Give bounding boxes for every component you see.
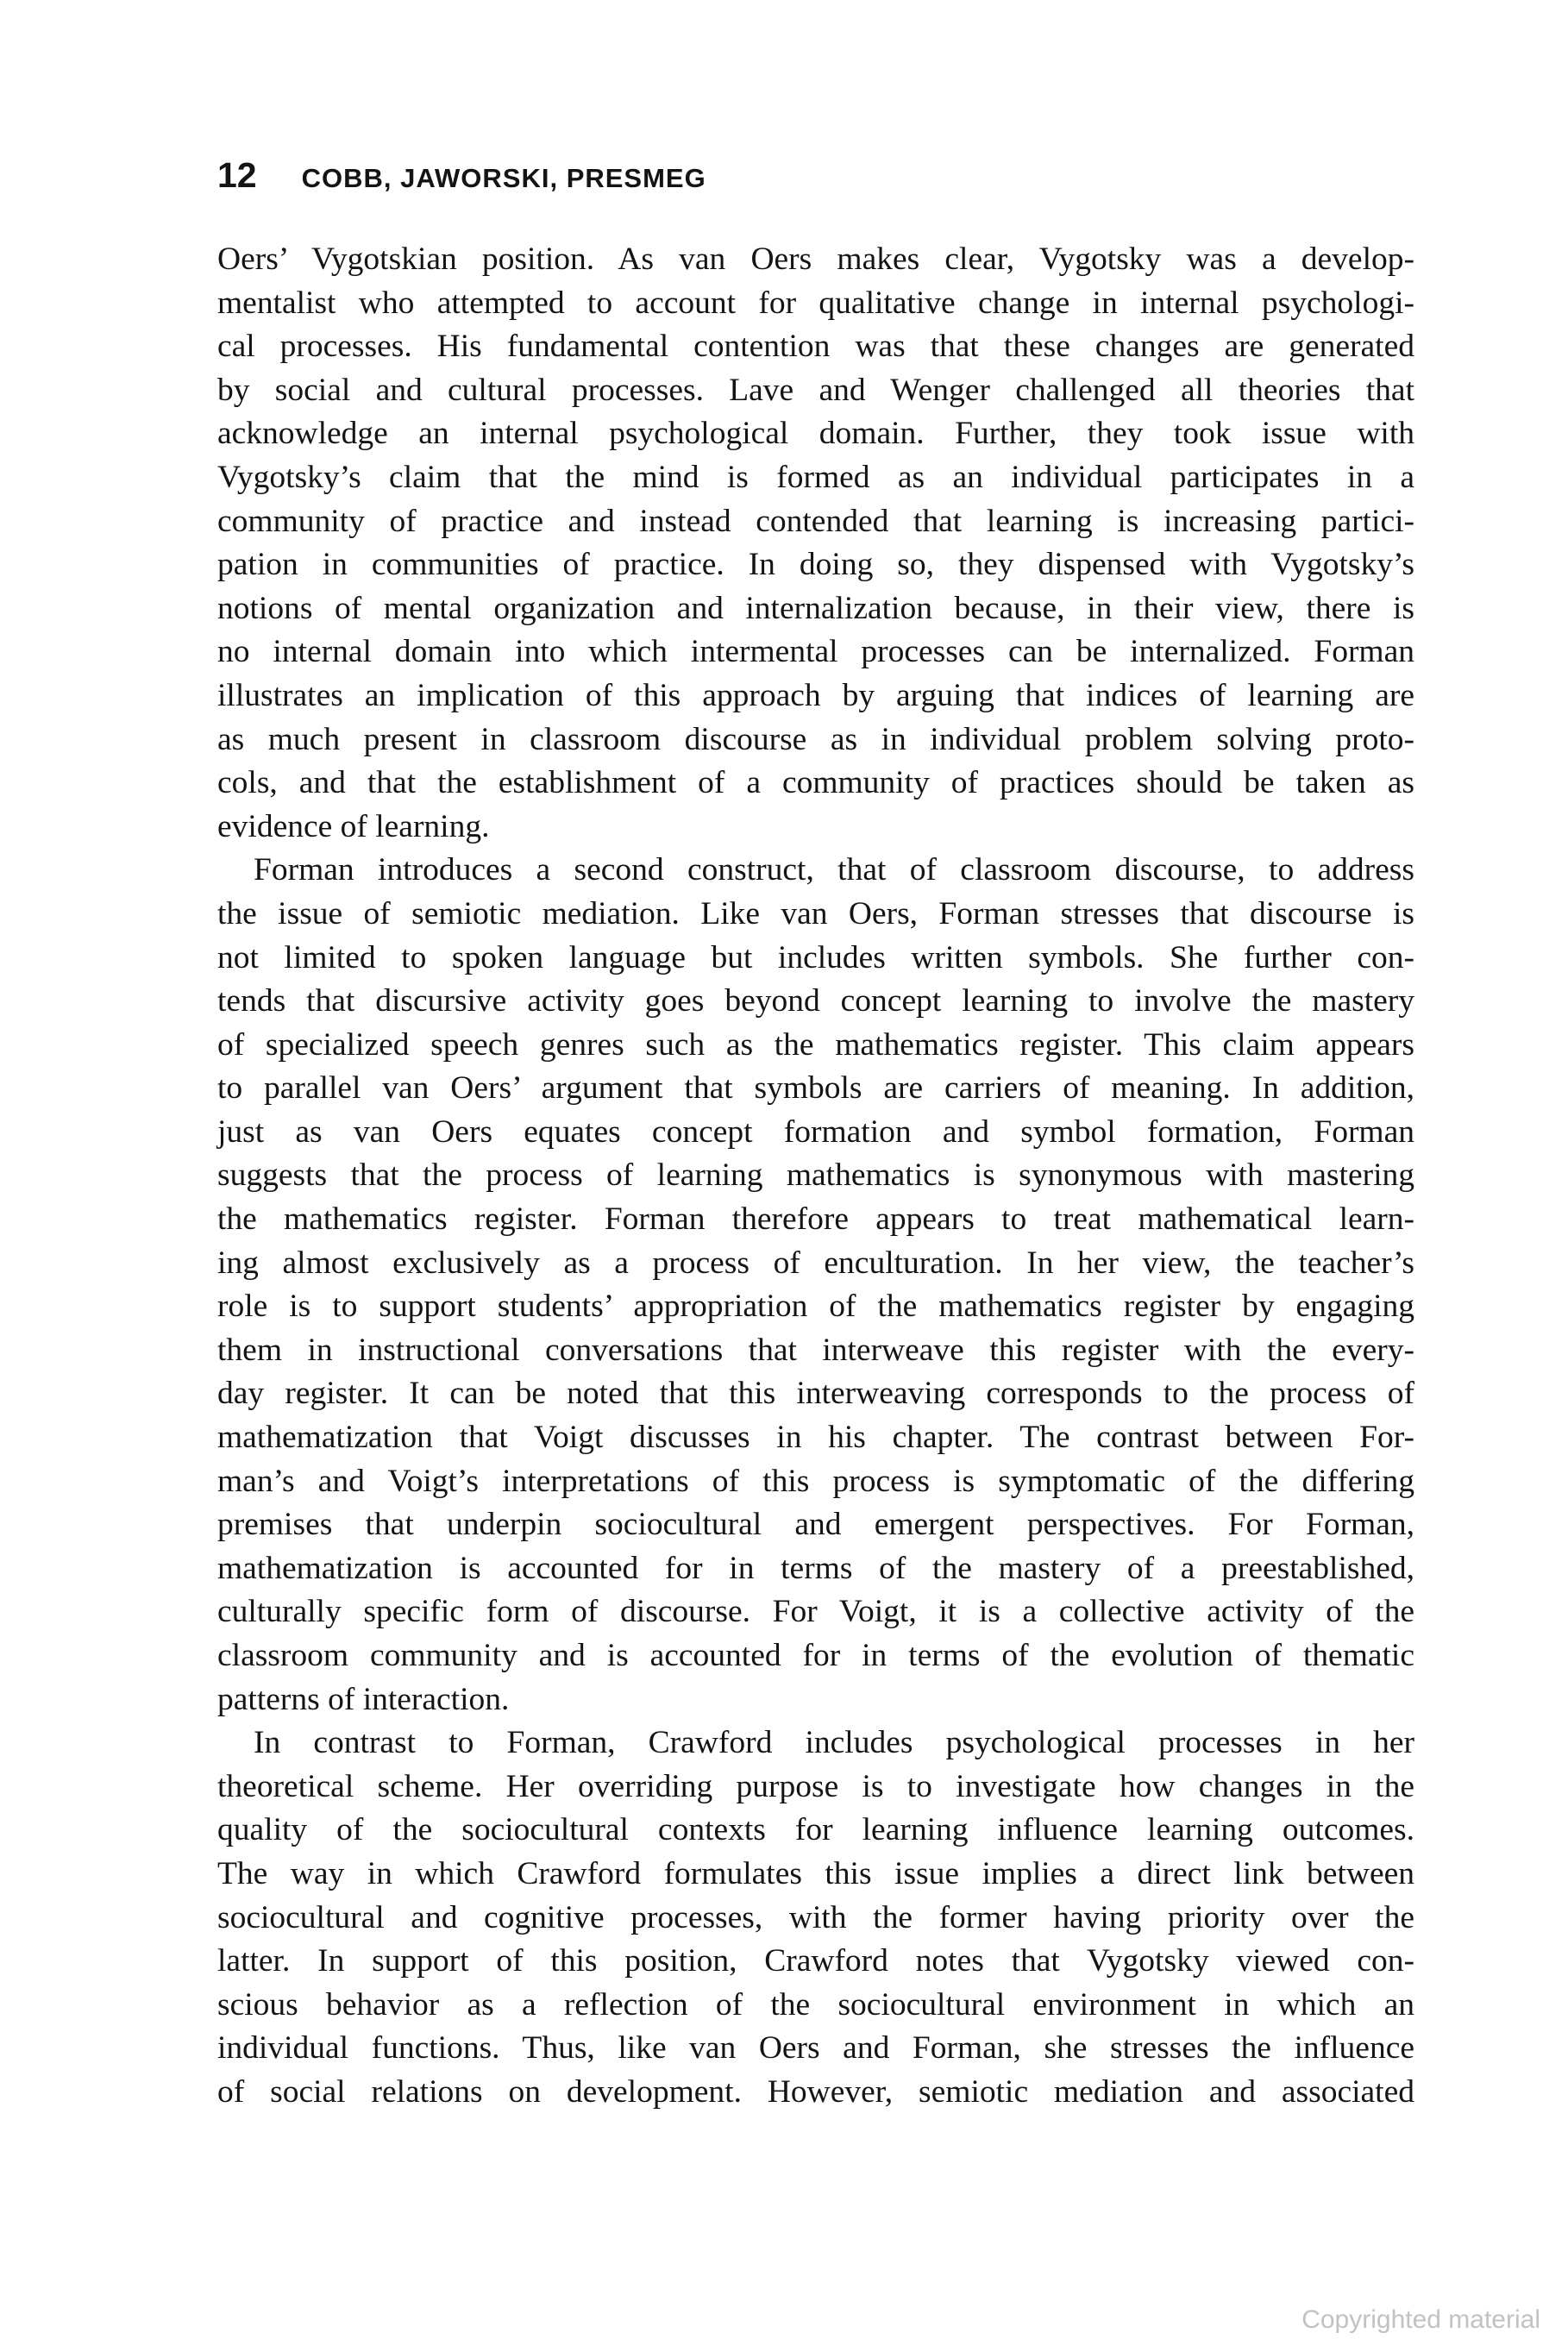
text-line: role is to support students’ appropriation of the mathematics register by engaging [217,1289,1414,1325]
text-line: by social and cultural processes. Lave and Wenger challenged all theories that [217,372,1414,408]
text-line: day register. It can be noted that this interweaving corresponds to the process of [217,1376,1414,1412]
text-line: to parallel van Oers’ argument that symbols are carriers of meaning. In addition, [217,1070,1414,1107]
text-line: mathematization that Voigt discusses in his chapter. The contrast between For- [217,1420,1414,1456]
page-number: 12 [217,155,257,195]
text-line: the issue of semiotic mediation. Like van Oers, Forman stresses that discourse is [217,895,1414,931]
text-line: cal processes. His fundamental contention was that these changes are generated [217,329,1414,365]
text-line: The way in which Crawford formulates this issue implies a direct link between [217,1855,1414,1891]
text-line: the mathematics register. Forman therefore appears to treat mathematical learn- [217,1201,1414,1238]
text-line: quality of the sociocultural contexts for learning influence learning outcomes. [217,1812,1414,1848]
copyright-watermark: Copyrighted material [1301,2305,1540,2334]
text-line: evidence of learning. [217,808,490,844]
text-line: as much present in classroom discourse as in individual problem solving proto- [217,721,1414,757]
text-line: illustrates an implication of this approach by arguing that indices of learning are [217,677,1414,713]
text-line: latter. In support of this position, Crawford notes that Vygotsky viewed con- [217,1943,1414,1979]
text-line: culturally specific form of discourse. For Voigt, it is a collective activity of the [217,1594,1414,1630]
text-line: patterns of interaction. [217,1681,510,1717]
text-line: no internal domain into which intermental processes can be internalized. Forman [217,634,1414,670]
text-line: ing almost exclusively as a process of enculturation. In her view, the teacher’s [217,1245,1414,1281]
text-line: classroom community and is accounted for in terms of the evolution of thematic [217,1638,1414,1673]
text-line: acknowledge an internal psychological domain. Further, they took issue with [217,416,1414,452]
text-line: individual functions. Thus, like van Oers and Forman, she stresses the influence [217,2030,1414,2067]
text-line: theoretical scheme. Her overriding purpose is to investigate how changes in the [217,1768,1414,1804]
paragraph-3 [217,1722,1414,2114]
text-line: suggests that the process of learning mathematics is synonymous with mastering [217,1157,1414,1194]
paragraph-2 [217,849,1414,1722]
text-line: Vygotsky’s claim that the mind is formed as an individual participates in a [217,459,1414,495]
text-line: tends that discursive activity goes beyond concept learning to involve the mastery [217,983,1414,1019]
paragraph-1 [217,238,1414,849]
text-line: not limited to spoken language but includes written symbols. She further con- [217,939,1414,975]
text-line: man’s and Voigt’s interpretations of this process is symptomatic of the differing [217,1463,1414,1499]
running-head-authors: COBB, JAWORSKI, PRESMEG [301,163,706,193]
text-line: them in instructional conversations that interweave this register with the every- [217,1332,1414,1368]
text-line: premises that underpin sociocultural and emergent perspectives. For Forman, [217,1507,1414,1543]
text-line: mentalist who attempted to account for qualitative change in internal psychologi- [217,285,1414,321]
text-line: of social relations on development. However, semiotic mediation and associated [217,2073,1414,2110]
text-line: mathematization is accounted for in terms of the mastery of a preestablished, [217,1550,1414,1586]
text-line: sociocultural and cognitive processes, with the former having priority over the [217,1899,1414,1935]
text-line: pation in communities of practice. In doing so, they dispensed with Vygotsky’s [217,547,1414,583]
body-text [217,238,1414,2115]
text-line: Oers’ Vygotskian position. As van Oers makes clear, Vygotsky was a develop- [217,241,1414,277]
text-line: In contrast to Forman, Crawford includes psychological processes in her [254,1725,1414,1761]
text-line: cols, and that the establishment of a community of practices should be taken as [217,765,1414,801]
text-line: notions of mental organization and internalization because, in their view, there is [217,590,1414,626]
text-line: Forman introduces a second construct, that of classroom discourse, to address [254,852,1414,888]
running-head [217,155,706,196]
text-line: just as van Oers equates concept formation and symbol formation, Forman [217,1113,1414,1150]
text-line: of specialized speech genres such as the mathematics register. This claim appears [217,1026,1414,1063]
text-line: community of practice and instead contended that learning is increasing partici- [217,503,1414,539]
text-line: scious behavior as a reflection of the sociocultural environment in which an [217,1986,1414,2023]
